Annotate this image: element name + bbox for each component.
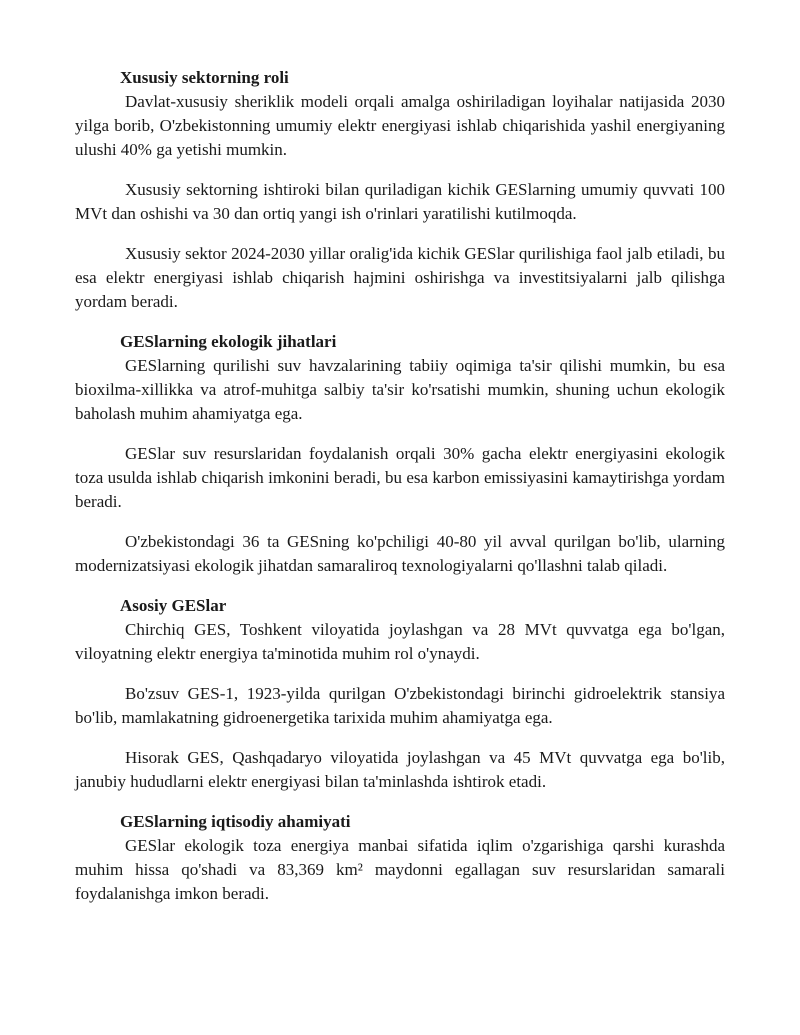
paragraph: Xususiy sektorning ishtiroki bilan quriladigan kichik GESlarning umumiy quvvati 100 MVt dan oshishi va 30 dan ortiq yangi ish o'rinlari yaratilishi kutilmoqda.	[75, 180, 725, 223]
section-economic-importance	[75, 810, 725, 906]
section-private-sector	[75, 66, 725, 314]
paragraph: GESlarning qurilishi suv havzalarining tabiiy oqimiga ta'sir qilishi mumkin, bu esa bioxilma-xillikka va atrof-muhitga salbiy ta'sir ko'rsatishi mumkin, shuning uchun ekologik baholash muhim ahamiyatga ega.	[75, 356, 725, 423]
section-main-hpps	[75, 594, 725, 794]
paragraph: GESlar ekologik toza energiya manbai sifatida iqlim o'zgarishiga qarshi kurashda muhim hissa qo'shadi va 83,369 km² maydonni egallagan suv resurslaridan samarali foydalanishga imkon beradi.	[75, 836, 725, 903]
paragraph: GESlar suv resurslaridan foydalanish orqali 30% gacha elektr energiyasini ekologik toza usulda ishlab chiqarish imkonini beradi, bu esa karbon emissiyasini kamaytirishga yordam beradi.	[75, 444, 725, 511]
paragraph: Bo'zsuv GES-1, 1923-yilda qurilgan O'zbekistondagi birinchi gidroelektrik stansiya bo'lib, mamlakatning gidroenergetika tarixida muhim ahamiyatga ega.	[75, 684, 725, 727]
paragraph: O'zbekistondagi 36 ta GESning ko'pchiligi 40-80 yil avval qurilgan bo'lib, ularning modernizatsiyasi ekologik jihatdan samaraliroq texnologiyalarni qo'llashni talab qiladi.	[75, 532, 725, 575]
section-heading: GESlarning ekologik jihatlari	[120, 332, 337, 351]
paragraph: Davlat-xususiy sheriklik modeli orqali amalga oshiriladigan loyihalar natijasida 2030 yilga borib, O'zbekistonning umumiy elektr energiyasi ishlab chiqarishida yashil energiyaning ulushi 40% ga yetishi mumkin.	[75, 92, 725, 159]
paragraph: Xususiy sektor 2024-2030 yillar oralig'ida kichik GESlar qurilishiga faol jalb etiladi, bu esa elektr energiyasi ishlab chiqarish hajmini oshirishga va investitsiyalarni jalb qilishga yordam beradi.	[75, 244, 725, 311]
section-ecological-aspects	[75, 330, 725, 578]
section-heading: Xususiy sektorning roli	[120, 68, 289, 87]
document-page	[75, 66, 725, 922]
section-heading: GESlarning iqtisodiy ahamiyati	[120, 812, 351, 831]
section-heading: Asosiy GESlar	[120, 596, 227, 615]
paragraph: Hisorak GES, Qashqadaryo viloyatida joylashgan va 45 MVt quvvatga ega bo'lib, janubiy hududlarni elektr energiyasi bilan ta'minlashda ishtirok etadi.	[75, 748, 725, 791]
paragraph: Chirchiq GES, Toshkent viloyatida joylashgan va 28 MVt quvvatga ega bo'lgan, viloyatning elektr energiya ta'minotida muhim rol o'ynaydi.	[75, 620, 725, 663]
